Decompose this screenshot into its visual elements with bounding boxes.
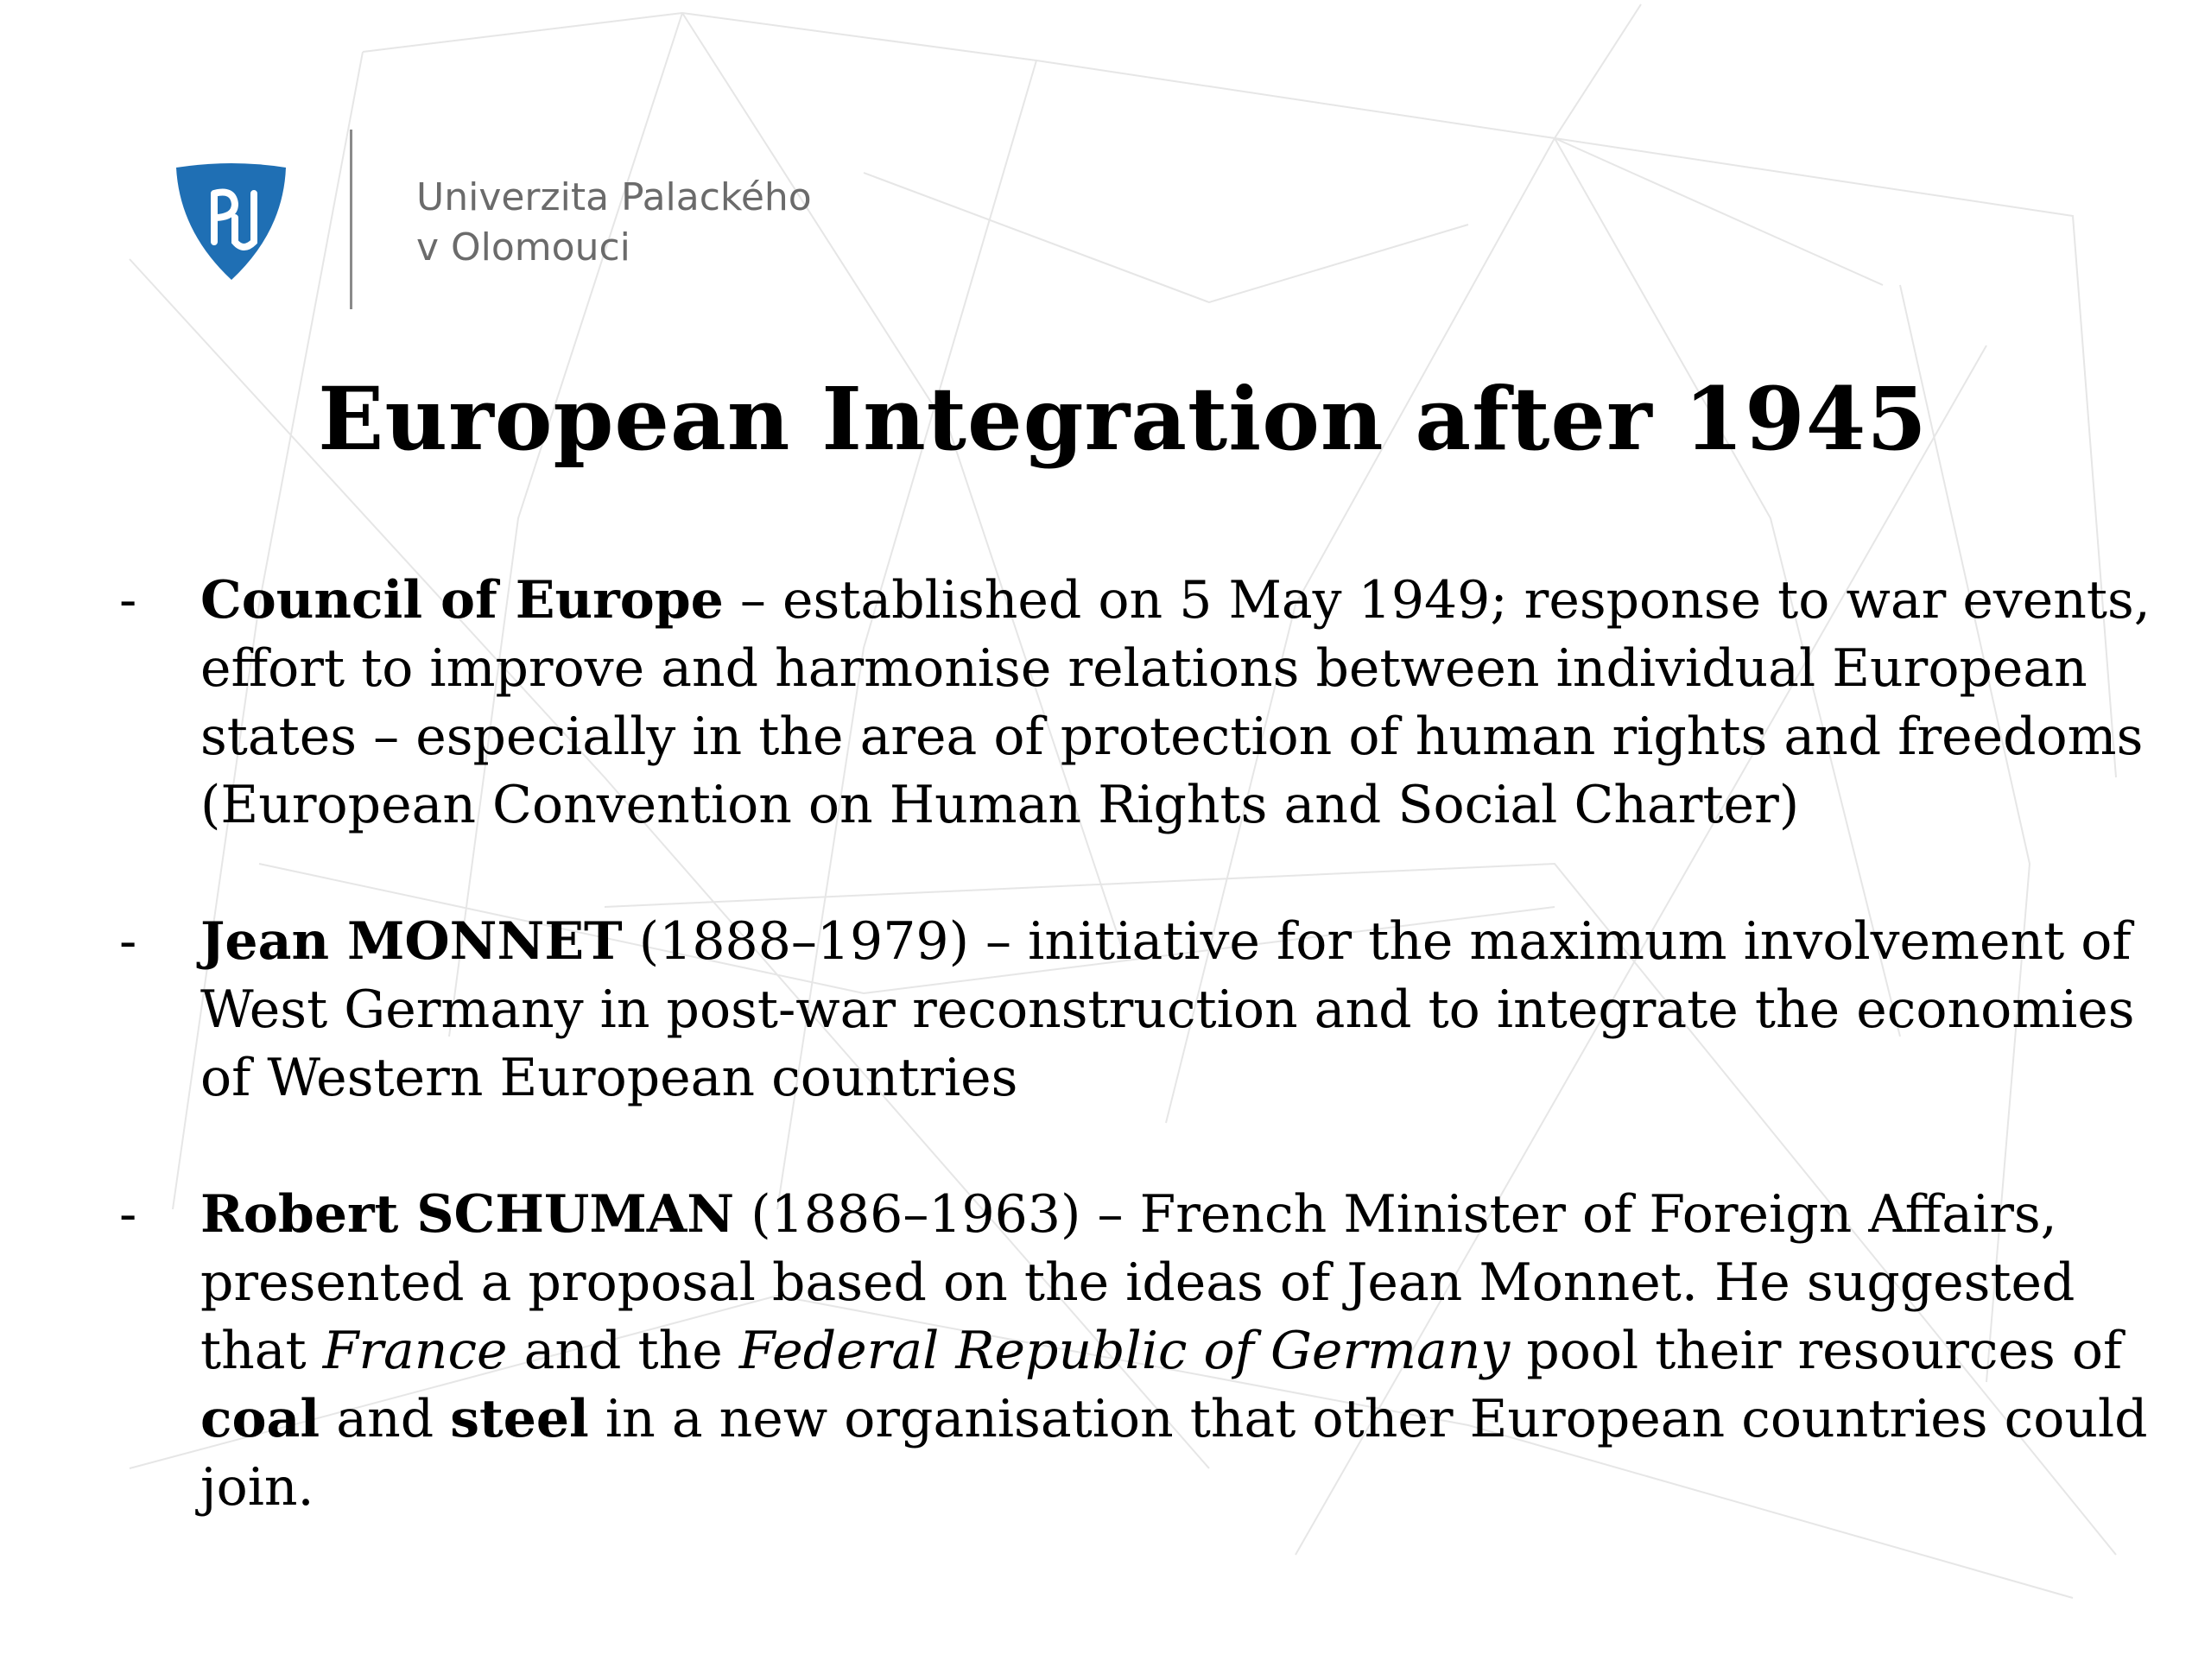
bold-steel: steel (450, 1389, 589, 1449)
slide-title: European Integration after 1945 (318, 368, 1928, 470)
bullet-list (112, 567, 2185, 1522)
italic-frg: Federal Republic of Germany (738, 1321, 1511, 1381)
item-name: Council of Europe (200, 570, 724, 631)
item-text: – established on 5 May 1949; response to war events, effort to improve and harmonise relations between individual European states – especially in the area of protection of human rights and freedoms (European Convention on Human Rights and Social Charter) (200, 570, 2151, 835)
item-text: and (320, 1389, 451, 1449)
bullet-dash: - (119, 911, 137, 972)
item-text: in a new organisation that other European countries could join. (200, 1389, 2148, 1518)
university-name-line1: Univerzita Palackého (416, 175, 812, 219)
university-shield-icon (173, 162, 289, 283)
bullet-dash: - (119, 1184, 137, 1245)
list-item-council-of-europe (112, 567, 2185, 840)
italic-france: France (322, 1321, 508, 1381)
item-name: Robert SCHUMAN (200, 1184, 735, 1245)
item-text: (1888–1979) – initiative for the maximum involvement of West Germany in post-war reconstruction and to integrate the economies of Western European countries (200, 911, 2135, 1108)
university-name (416, 173, 812, 273)
list-item-jean-monnet (112, 908, 2185, 1113)
university-name-line2: v Olomouci (416, 225, 630, 269)
list-item-robert-schuman (112, 1181, 2185, 1522)
bold-coal: coal (200, 1389, 320, 1449)
bullet-dash: - (119, 570, 137, 631)
item-text: (1886–1963) – French Minister of Foreign Affairs, presented a proposal based on the ideas of Jean Monnet. He suggested that (200, 1184, 2075, 1381)
item-text: pool their resources of (1510, 1321, 2123, 1381)
item-name: Jean MONNET (200, 911, 623, 972)
item-text: and the (507, 1321, 739, 1381)
university-logo (173, 130, 846, 311)
logo-divider (350, 130, 352, 309)
